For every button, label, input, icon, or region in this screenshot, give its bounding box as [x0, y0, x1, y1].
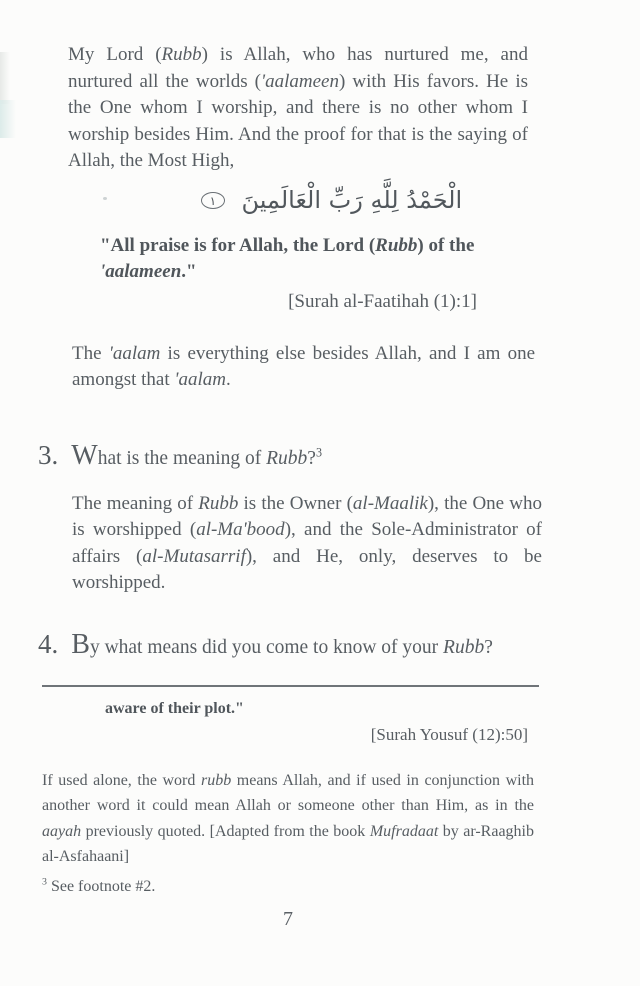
ayah-number-marker	[201, 192, 225, 209]
footnote-divider	[42, 685, 539, 687]
footnote-quote-citation: [Surah Yousuf (12):50]	[370, 724, 528, 744]
question-3-number: 3.	[38, 439, 59, 470]
page-number: 7	[283, 907, 293, 930]
ayah-number: ١	[209, 193, 217, 208]
aalam-paragraph: The 'aalam is everything else besides Allah, and I am one amongst that 'aalam.	[72, 342, 535, 390]
question-4-number: 4.	[38, 628, 59, 659]
quote-citation: [Surah al-Faatihah (1):1]	[288, 290, 477, 312]
arabic-verse-line	[38, 179, 570, 221]
scan-artifact-speck	[103, 197, 107, 200]
question-3	[38, 437, 570, 477]
footnote-3-text: $^3$ See footnote #2.	[42, 876, 156, 895]
arabic-verse-text: الْحَمْدُ لِلَّهِ رَبِّ الْعَالَمِينَ	[241, 185, 463, 214]
question-3-answer: The meaning of Rubb is the Owner (al-Maalik), the One who is worshipped (al-Ma'bood), and the Sole-Administrator of affairs (al-Mutasarrif), and He, only, deserves to be worshipped.	[72, 492, 542, 593]
question-4	[38, 626, 570, 666]
quran-quote-translation: "All praise is for Allah, the Lord (Rubb) of the 'aalameen."	[100, 234, 475, 282]
footnote-2-text: If used alone, the word rubb means Allah, and if used in conjunction with another word it could mean Allah or someone other than Him, as in the aayah previously quoted. [Adapted from the book Mufradaat by ar-Raaghib al-Asfahaani]	[42, 771, 535, 865]
question-4-heading: By what means did you come to know of your Rubb?	[71, 628, 493, 660]
intro-paragraph: My Lord (Rubb) is Allah, who has nurtured me, and nurtured all the worlds ('aalameen) with His favors. He is the One whom I worship, and there is no other whom I worship besides Him. And the proof for that is the saying of Allah, the Most High,	[68, 44, 528, 171]
question-3-heading: What is the meaning of Rubb?$^3$	[71, 439, 322, 471]
footnote-quote-continuation: aware of their plot."	[105, 699, 244, 717]
scan-artifact-gray	[0, 52, 10, 104]
scan-artifact-cyan	[0, 100, 16, 138]
